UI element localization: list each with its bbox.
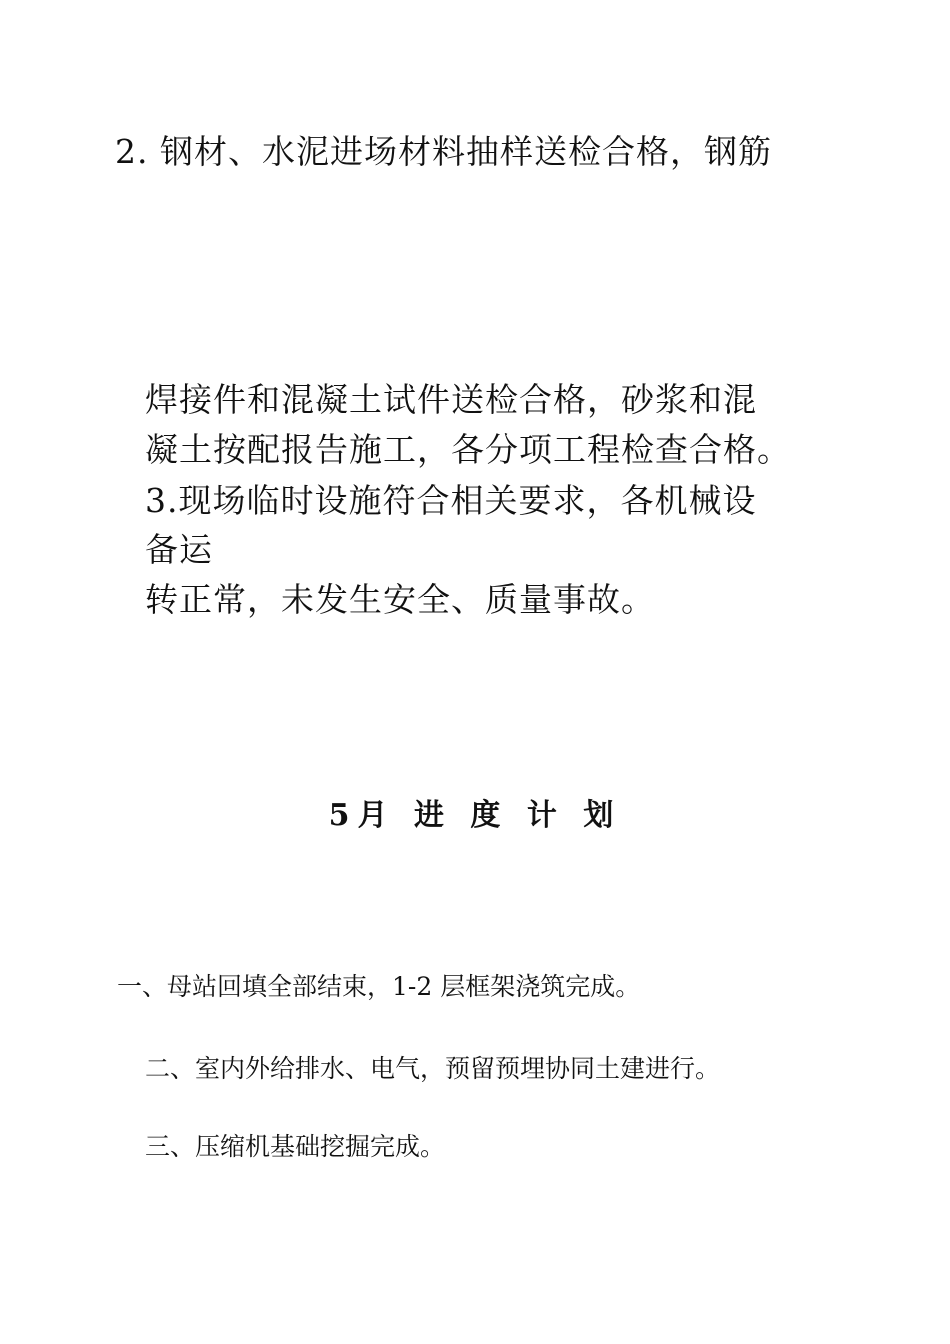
item-2-line-2: 焊接件和混凝土试件送检合格，砂浆和混	[145, 380, 757, 419]
plan-item-2: 二、室内外给排水、电气，预留预埋协同土建进行。	[145, 1054, 721, 1083]
plan-item-3: 三、压缩机基础挖掘完成。	[145, 1132, 446, 1161]
item-3-line-3: 转正常，未发生安全、质量事故。	[145, 580, 655, 619]
plan-item-1: 一、母站回填全部结束，1-2 层框架浇筑完成。	[117, 972, 641, 1001]
item-3-line-2: 备运	[145, 530, 213, 569]
item-2-line-1: 2. 钢材、水泥进场材料抽样送检合格，钢筋	[115, 132, 772, 171]
section-title: 5月 进 度 计 划	[328, 798, 622, 833]
item-3-line-1: 3.现场临时设施符合相关要求，各机械设	[145, 481, 757, 520]
item-2-line-3: 凝土按配报告施工，各分项工程检查合格。	[145, 430, 791, 469]
